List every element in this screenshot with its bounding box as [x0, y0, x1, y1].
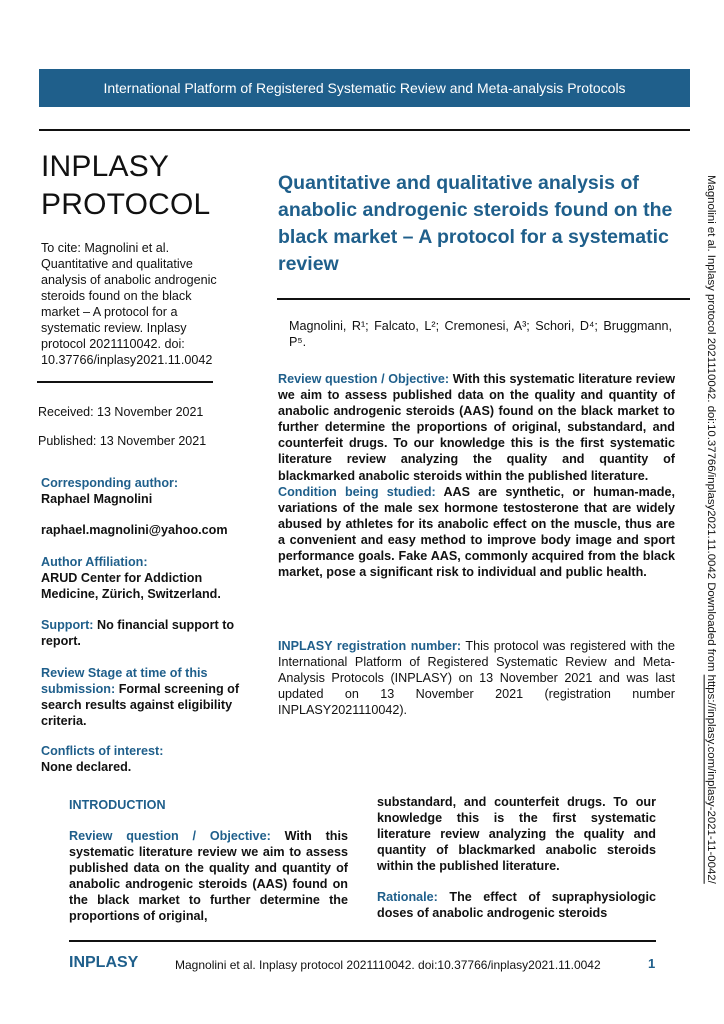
rationale-paragraph — [377, 889, 656, 921]
registration-label: INPLASY registration number: — [278, 639, 462, 653]
received-date: Received: 13 November 2021 — [38, 405, 204, 419]
footer-brand: INPLASY — [69, 954, 139, 971]
side-download-note — [699, 175, 721, 945]
rationale-text: The effect of supraphysiologic doses of anabolic androgenic steroids — [377, 890, 657, 920]
author-affiliation — [41, 554, 246, 602]
corresponding-name: Raphael Magnolini — [41, 492, 153, 506]
introduction-heading: INTRODUCTION — [69, 798, 166, 812]
footer-citation: Magnolini et al. Inplasy protocol 2021110042. doi:10.37766/inplasy2021.11.0042 — [175, 958, 601, 972]
corresponding-label: Corresponding author: — [41, 476, 179, 490]
introduction-left-column — [69, 828, 348, 924]
conflicts-value: None declared. — [41, 760, 132, 774]
stage-value: Formal screening of search results against eligibility criteria. — [41, 682, 240, 728]
corresponding-author — [41, 475, 246, 507]
header-rule — [39, 129, 690, 131]
citation-block: To cite: Magnolini et al. Quantitative and qualitative analysis of anabolic androgenic steroids found on the black market – A protocol for a systematic review. Inplasy protocol 2021110042. doi: 10.37766/inplasy2021.11.0042 — [41, 241, 217, 367]
condition-text: AAS are synthetic, or human-made, variations of the male sex hormone testosterone that are widely abused by athletes for its anabolic effect on the muscle, thus are a convenient and easy method to improve body image and sport performance goals. Fake AAS, commonly acquired from the black market, pose a significant risk to individual and public health. — [278, 484, 675, 580]
review-stage — [41, 665, 246, 729]
page-number: 1 — [648, 956, 656, 971]
affiliation-label: Author Affiliation: — [41, 555, 148, 569]
registration-text: This protocol was registered with the International Platform of Registered Systematic Review and Meta-Analysis Protocols (INPLASY) on 13 November 2021 and was last updated on 13 November 2021 (registration number INPLASY2021110042). — [278, 639, 675, 718]
author-email[interactable]: raphael.magnolini@yahoo.com — [41, 523, 228, 537]
left-divider — [37, 381, 213, 383]
support-label: Support: — [41, 618, 94, 632]
rationale-label: Rationale: — [377, 890, 438, 904]
support-value: No financial support to report. — [41, 618, 235, 648]
side-citation-text: Magnolini et al. Inplasy protocol 2021110042. doi:10.37766/inplasy2021.11.0042 Downloaded from — [705, 175, 717, 675]
side-download-link[interactable]: https://inplasy.com/inplasy-2021-11-0042/ — [705, 674, 717, 884]
title-divider — [277, 298, 690, 300]
author-list: Magnolini, R¹; Falcato, L²; Cremonesi, A³; Schori, D⁴; Bruggmann, P⁵. — [289, 319, 672, 349]
conflicts-label: Conflicts of interest: — [41, 744, 164, 758]
conflicts-of-interest — [41, 743, 246, 775]
registration-block — [278, 638, 675, 718]
support-info — [41, 617, 246, 649]
intro-review-label: Review question / Objective: — [69, 829, 271, 843]
review-question-text: With this systematic literature review we aim to assess published data on the quality and quantity of anabolic androgenic steroids (AAS) found on the black market to further determine the proportions of original, substandard, and counterfeit drugs. To our knowledge this is the first systematic literature review analyzing the quality and quantity of blackmarked anabolic steroids within the published literature. — [278, 372, 675, 483]
protocol-title: INPLASY PROTOCOL — [41, 150, 211, 221]
stage-label: Review Stage at time of this submission: — [41, 666, 208, 696]
intro-review-text-right: substandard, and counterfeit drugs. To our knowledge this is the first systematic literature review analyzing the quality and quantity of blackmarked anabolic steroids within the published literature. — [377, 795, 656, 873]
article-title: Quantitative and qualitative analysis of anabolic androgenic steroids found on the black market – A protocol for a systematic review — [278, 172, 673, 275]
header-banner — [39, 69, 690, 107]
published-date: Published: 13 November 2021 — [38, 434, 207, 448]
footer-rule — [69, 940, 656, 942]
abstract-block — [278, 371, 675, 580]
banner-text: International Platform of Registered Systematic Review and Meta-analysis Protocols — [103, 80, 626, 96]
review-question-label: Review question / Objective: — [278, 372, 450, 386]
condition-label: Condition being studied: — [278, 484, 436, 499]
intro-review-text-left: With this systematic literature review we aim to assess published data on the quality and quantity of anabolic androgenic steroids (AAS) found on the black market to further determine the proportions of original, — [69, 829, 348, 923]
affiliation-value: ARUD Center for Addiction Medicine, Zürich, Switzerland. — [41, 571, 221, 601]
introduction-right-column — [377, 794, 656, 921]
